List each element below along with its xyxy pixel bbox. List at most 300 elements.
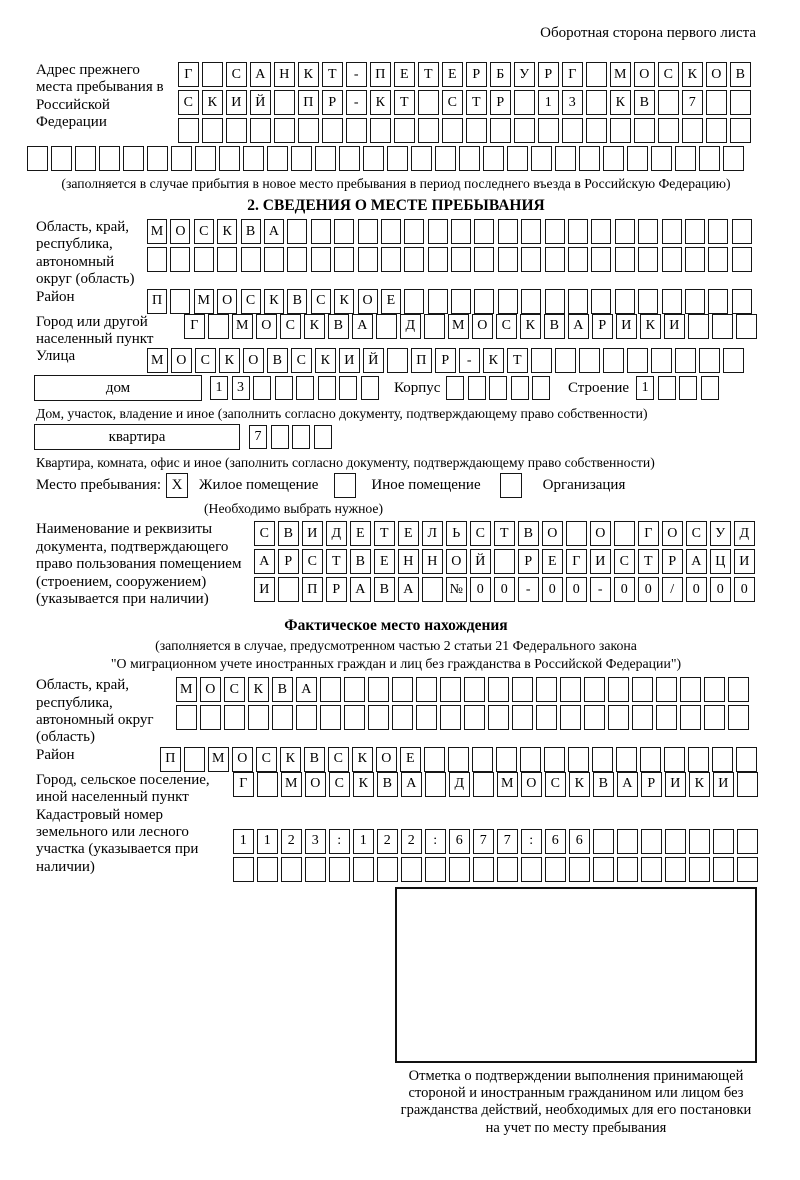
char-box <box>257 772 278 797</box>
char-box <box>370 118 391 143</box>
char-box: И <box>616 314 637 339</box>
char-box: Т <box>322 62 343 87</box>
confirmation-block <box>395 887 757 1138</box>
char-box <box>708 219 728 244</box>
char-box: У <box>710 521 731 546</box>
char-box <box>701 376 719 400</box>
char-box <box>732 289 752 314</box>
char-box <box>662 289 682 314</box>
char-box: С <box>256 747 277 772</box>
char-box: Р <box>326 577 347 602</box>
char-box: 6 <box>569 829 590 854</box>
page-side-note: Оборотная сторона первого листа <box>540 25 756 41</box>
char-box <box>617 857 638 882</box>
char-box: Р <box>278 549 299 574</box>
char-box: Р <box>322 90 343 115</box>
char-box <box>449 857 470 882</box>
char-box: О <box>243 348 264 373</box>
char-box: / <box>662 577 683 602</box>
char-box <box>264 247 284 272</box>
char-box <box>496 747 517 772</box>
char-box: 6 <box>545 829 566 854</box>
apartment-number-row <box>249 425 335 449</box>
char-box <box>381 219 401 244</box>
char-box: - <box>459 348 480 373</box>
apartment-row <box>34 424 756 450</box>
char-box: - <box>590 577 611 602</box>
char-box <box>418 90 439 115</box>
region-block <box>36 219 756 289</box>
settlement-block <box>36 772 756 807</box>
char-box: А <box>296 677 317 702</box>
char-box <box>241 247 261 272</box>
char-box <box>521 247 541 272</box>
char-box: Р <box>641 772 662 797</box>
char-box <box>474 247 494 272</box>
char-box <box>562 118 583 143</box>
cadastral-block <box>36 807 756 882</box>
char-box <box>632 705 653 730</box>
char-box <box>555 146 576 171</box>
char-box <box>665 829 686 854</box>
char-box <box>147 146 168 171</box>
char-box: О <box>170 219 190 244</box>
char-box: С <box>178 90 199 115</box>
char-box <box>699 348 720 373</box>
char-box: О <box>376 747 397 772</box>
char-box <box>512 677 533 702</box>
char-box: В <box>634 90 655 115</box>
char-box <box>641 857 662 882</box>
char-box: 7 <box>682 90 703 115</box>
char-box: С <box>328 747 349 772</box>
char-box <box>632 677 653 702</box>
char-box <box>377 857 398 882</box>
char-box <box>591 247 611 272</box>
char-box <box>416 705 437 730</box>
char-box: С <box>226 62 247 87</box>
stroenie-label: Строение <box>567 379 630 396</box>
char-box: Т <box>494 521 515 546</box>
char-box: : <box>521 829 542 854</box>
actual-district-row <box>160 747 760 772</box>
char-box <box>274 118 295 143</box>
char-box: С <box>224 677 245 702</box>
char-box <box>689 829 710 854</box>
char-box <box>584 705 605 730</box>
char-box <box>689 857 710 882</box>
char-box: 2 <box>401 829 422 854</box>
char-box <box>568 289 588 314</box>
char-box <box>615 289 635 314</box>
char-box <box>584 677 605 702</box>
char-box: К <box>248 677 269 702</box>
char-box: 0 <box>470 577 491 602</box>
house-row <box>34 375 756 401</box>
district-label: Район <box>36 288 75 305</box>
char-box: О <box>590 521 611 546</box>
char-box <box>418 118 439 143</box>
char-box: 0 <box>494 577 515 602</box>
char-box: П <box>411 348 432 373</box>
char-box: Н <box>398 549 419 574</box>
prev-address-note: (заполняется в случае прибытия в новое место пребывания в период последнего въезда в Российскую Федерацию) <box>61 176 731 191</box>
char-box: Н <box>274 62 295 87</box>
char-box <box>257 857 278 882</box>
char-box <box>358 219 378 244</box>
char-box <box>664 747 685 772</box>
char-box <box>568 247 588 272</box>
char-box <box>472 747 493 772</box>
char-box <box>489 376 507 400</box>
char-box: 7 <box>497 829 518 854</box>
char-box <box>329 857 350 882</box>
char-box: 1 <box>353 829 374 854</box>
char-box: Р <box>490 90 511 115</box>
char-box <box>566 521 587 546</box>
char-box: А <box>568 314 589 339</box>
char-box <box>440 705 461 730</box>
char-box <box>723 146 744 171</box>
char-box <box>226 118 247 143</box>
section2-title: 2. СВЕДЕНИЯ О МЕСТЕ ПРЕБЫВАНИЯ <box>247 197 545 214</box>
char-box: А <box>686 549 707 574</box>
char-box <box>593 857 614 882</box>
char-box: О <box>446 549 467 574</box>
char-box: Е <box>350 521 371 546</box>
street-label: Улица <box>36 348 76 365</box>
char-box <box>401 857 422 882</box>
char-box <box>634 118 655 143</box>
char-box <box>176 705 197 730</box>
char-box <box>320 677 341 702</box>
char-box <box>675 146 696 171</box>
char-box <box>651 146 672 171</box>
char-box: К <box>315 348 336 373</box>
char-box <box>334 219 354 244</box>
char-box <box>627 348 648 373</box>
char-box: В <box>304 747 325 772</box>
char-box: Й <box>250 90 271 115</box>
char-box: С <box>496 314 517 339</box>
char-box <box>531 348 552 373</box>
char-box <box>422 577 443 602</box>
char-box: 0 <box>686 577 707 602</box>
char-box <box>514 118 535 143</box>
char-box <box>296 376 314 400</box>
char-box <box>498 219 518 244</box>
char-box: 7 <box>473 829 494 854</box>
char-box <box>368 677 389 702</box>
char-box <box>708 247 728 272</box>
char-box: К <box>370 90 391 115</box>
char-box <box>392 677 413 702</box>
char-box <box>736 314 757 339</box>
char-box: Й <box>470 549 491 574</box>
char-box: 3 <box>232 376 250 400</box>
char-box <box>200 705 221 730</box>
char-box: К <box>569 772 590 797</box>
char-box <box>217 247 237 272</box>
char-box: У <box>514 62 535 87</box>
char-box: К <box>298 62 319 87</box>
char-box: В <box>544 314 565 339</box>
char-box <box>544 747 565 772</box>
char-box: - <box>346 62 367 87</box>
char-box <box>615 219 635 244</box>
char-box <box>708 289 728 314</box>
char-box: К <box>264 289 284 314</box>
char-box <box>497 857 518 882</box>
char-box: - <box>518 577 539 602</box>
char-box: К <box>689 772 710 797</box>
char-box: А <box>617 772 638 797</box>
char-box <box>381 247 401 272</box>
char-box <box>466 118 487 143</box>
char-box <box>568 747 589 772</box>
char-box <box>305 857 326 882</box>
char-box <box>608 705 629 730</box>
char-box: С <box>329 772 350 797</box>
prev-address-label: Адрес прежнего места пребывания в Российской Федерации <box>36 62 164 131</box>
char-box: Р <box>592 314 613 339</box>
char-box <box>250 118 271 143</box>
char-box <box>728 705 749 730</box>
char-box <box>394 118 415 143</box>
char-box <box>688 314 709 339</box>
char-box <box>713 829 734 854</box>
char-box: К <box>352 747 373 772</box>
char-box <box>416 677 437 702</box>
char-box: 2 <box>281 829 302 854</box>
char-box <box>278 577 299 602</box>
char-box: О <box>521 772 542 797</box>
char-box <box>560 677 581 702</box>
char-box <box>296 705 317 730</box>
char-box: А <box>352 314 373 339</box>
char-box <box>680 677 701 702</box>
char-box: Т <box>326 549 347 574</box>
char-box: Е <box>442 62 463 87</box>
char-box <box>730 90 751 115</box>
char-box <box>656 677 677 702</box>
char-box <box>468 376 486 400</box>
char-box: С <box>280 314 301 339</box>
char-box <box>706 118 727 143</box>
char-box <box>568 219 588 244</box>
char-box: К <box>217 219 237 244</box>
char-box <box>545 289 565 314</box>
char-box <box>322 118 343 143</box>
char-box: 1 <box>257 829 278 854</box>
char-box: А <box>250 62 271 87</box>
char-box <box>311 219 331 244</box>
char-box: О <box>305 772 326 797</box>
char-box: В <box>593 772 614 797</box>
char-box: М <box>208 747 229 772</box>
char-box <box>521 219 541 244</box>
char-box <box>208 314 229 339</box>
stay-type-row <box>36 473 756 498</box>
char-box: Д <box>449 772 470 797</box>
char-box <box>428 219 448 244</box>
char-box: В <box>377 772 398 797</box>
char-box <box>616 747 637 772</box>
char-box: Т <box>374 521 395 546</box>
char-box <box>171 146 192 171</box>
char-box <box>494 549 515 574</box>
char-box: К <box>280 747 301 772</box>
actual-district-label: Район <box>36 746 75 763</box>
char-box <box>560 705 581 730</box>
char-box <box>638 247 658 272</box>
char-box <box>658 90 679 115</box>
region-label: Область, край, республика, автономный округ (область) <box>36 219 135 288</box>
char-box <box>593 829 614 854</box>
prev-address-row-3 <box>178 118 754 143</box>
char-box <box>195 146 216 171</box>
char-box <box>411 146 432 171</box>
char-box: В <box>518 521 539 546</box>
house-number-row <box>210 376 382 400</box>
document-block <box>36 521 756 608</box>
char-box: Ц <box>710 549 731 574</box>
char-box: Г <box>184 314 205 339</box>
char-box: Г <box>638 521 659 546</box>
checkbox-organization <box>500 473 522 498</box>
char-box: И <box>339 348 360 373</box>
char-box: С <box>302 549 323 574</box>
char-box <box>638 289 658 314</box>
char-box <box>512 705 533 730</box>
char-box <box>569 857 590 882</box>
char-box: Т <box>466 90 487 115</box>
char-box <box>473 772 494 797</box>
stay-type-note: (Необходимо выбрать нужное) <box>204 501 384 517</box>
district-block <box>36 289 756 314</box>
char-box <box>202 62 223 87</box>
char-box: К <box>610 90 631 115</box>
char-box: И <box>590 549 611 574</box>
char-box <box>346 118 367 143</box>
street-block <box>36 348 756 373</box>
char-box: Е <box>542 549 563 574</box>
char-box: И <box>713 772 734 797</box>
document-row-2 <box>254 549 758 574</box>
option-organization-label: Организация <box>542 477 626 494</box>
char-box: К <box>202 90 223 115</box>
char-box <box>253 376 271 400</box>
char-box <box>344 677 365 702</box>
char-box: Р <box>662 549 683 574</box>
char-box <box>368 705 389 730</box>
char-box: О <box>171 348 192 373</box>
city-block <box>36 314 756 349</box>
char-box: 0 <box>566 577 587 602</box>
char-box: Г <box>178 62 199 87</box>
char-box <box>732 219 752 244</box>
char-box <box>617 829 638 854</box>
char-box <box>737 829 758 854</box>
city-label: Город или другой населенный пункт <box>36 313 154 347</box>
char-box <box>704 705 725 730</box>
char-box <box>679 376 697 400</box>
char-box <box>318 376 336 400</box>
char-box <box>404 289 424 314</box>
char-box <box>75 146 96 171</box>
char-box <box>344 705 365 730</box>
char-box: С <box>291 348 312 373</box>
stay-type-label: Место пребывания: <box>36 477 161 494</box>
char-box: К <box>640 314 661 339</box>
settlement-label: Город, сельское поселение, иной населенный пункт <box>36 771 210 806</box>
char-box <box>275 376 293 400</box>
char-box <box>545 857 566 882</box>
district-row <box>147 289 755 314</box>
actual-location-note-2: "О миграционном учете иностранных граждан и лиц без гражданства в Российской Федерации") <box>110 655 682 671</box>
char-box: Е <box>381 289 401 314</box>
char-box: С <box>614 549 635 574</box>
prev-address-block <box>36 62 756 143</box>
cadastral-label: Кадастровый номер земельного или лесного участка (указывается при наличии) <box>36 806 199 875</box>
char-box <box>464 677 485 702</box>
char-box <box>737 772 758 797</box>
char-box <box>713 857 734 882</box>
char-box <box>451 289 471 314</box>
char-box: В <box>730 62 751 87</box>
char-box <box>514 90 535 115</box>
char-box: 6 <box>449 829 470 854</box>
char-box <box>627 146 648 171</box>
char-box: К <box>520 314 541 339</box>
char-box <box>662 247 682 272</box>
char-box <box>641 829 662 854</box>
cadastral-row-2 <box>233 857 761 882</box>
region-row-1 <box>147 219 755 244</box>
char-box <box>451 247 471 272</box>
actual-district-block <box>36 747 756 772</box>
char-box <box>521 857 542 882</box>
char-box: - <box>346 90 367 115</box>
char-box: М <box>232 314 253 339</box>
char-box: 3 <box>305 829 326 854</box>
char-box: 2 <box>377 829 398 854</box>
char-box: М <box>147 219 167 244</box>
korpus-row <box>446 376 554 400</box>
char-box <box>685 289 705 314</box>
char-box <box>271 425 289 449</box>
char-box <box>474 219 494 244</box>
char-box: О <box>358 289 378 314</box>
char-box <box>298 118 319 143</box>
char-box: С <box>241 289 261 314</box>
char-box: 0 <box>734 577 755 602</box>
char-box: М <box>147 348 168 373</box>
char-box <box>320 705 341 730</box>
char-box <box>424 747 445 772</box>
char-box: И <box>302 521 323 546</box>
char-box: Л <box>422 521 443 546</box>
char-box: М <box>610 62 631 87</box>
char-box <box>682 118 703 143</box>
char-box: О <box>232 747 253 772</box>
confirmation-note: Отметка о подтверждении выполнения принимающей стороной и иностранным гражданином или лицом без гражданства действий, необходимых для его постановки на учет по месту пребывания <box>400 1067 752 1136</box>
option-other-premises-label: Иное помещение <box>371 477 481 494</box>
char-box <box>334 247 354 272</box>
char-box <box>591 289 611 314</box>
char-box: Т <box>507 348 528 373</box>
document-row-1 <box>254 521 758 546</box>
